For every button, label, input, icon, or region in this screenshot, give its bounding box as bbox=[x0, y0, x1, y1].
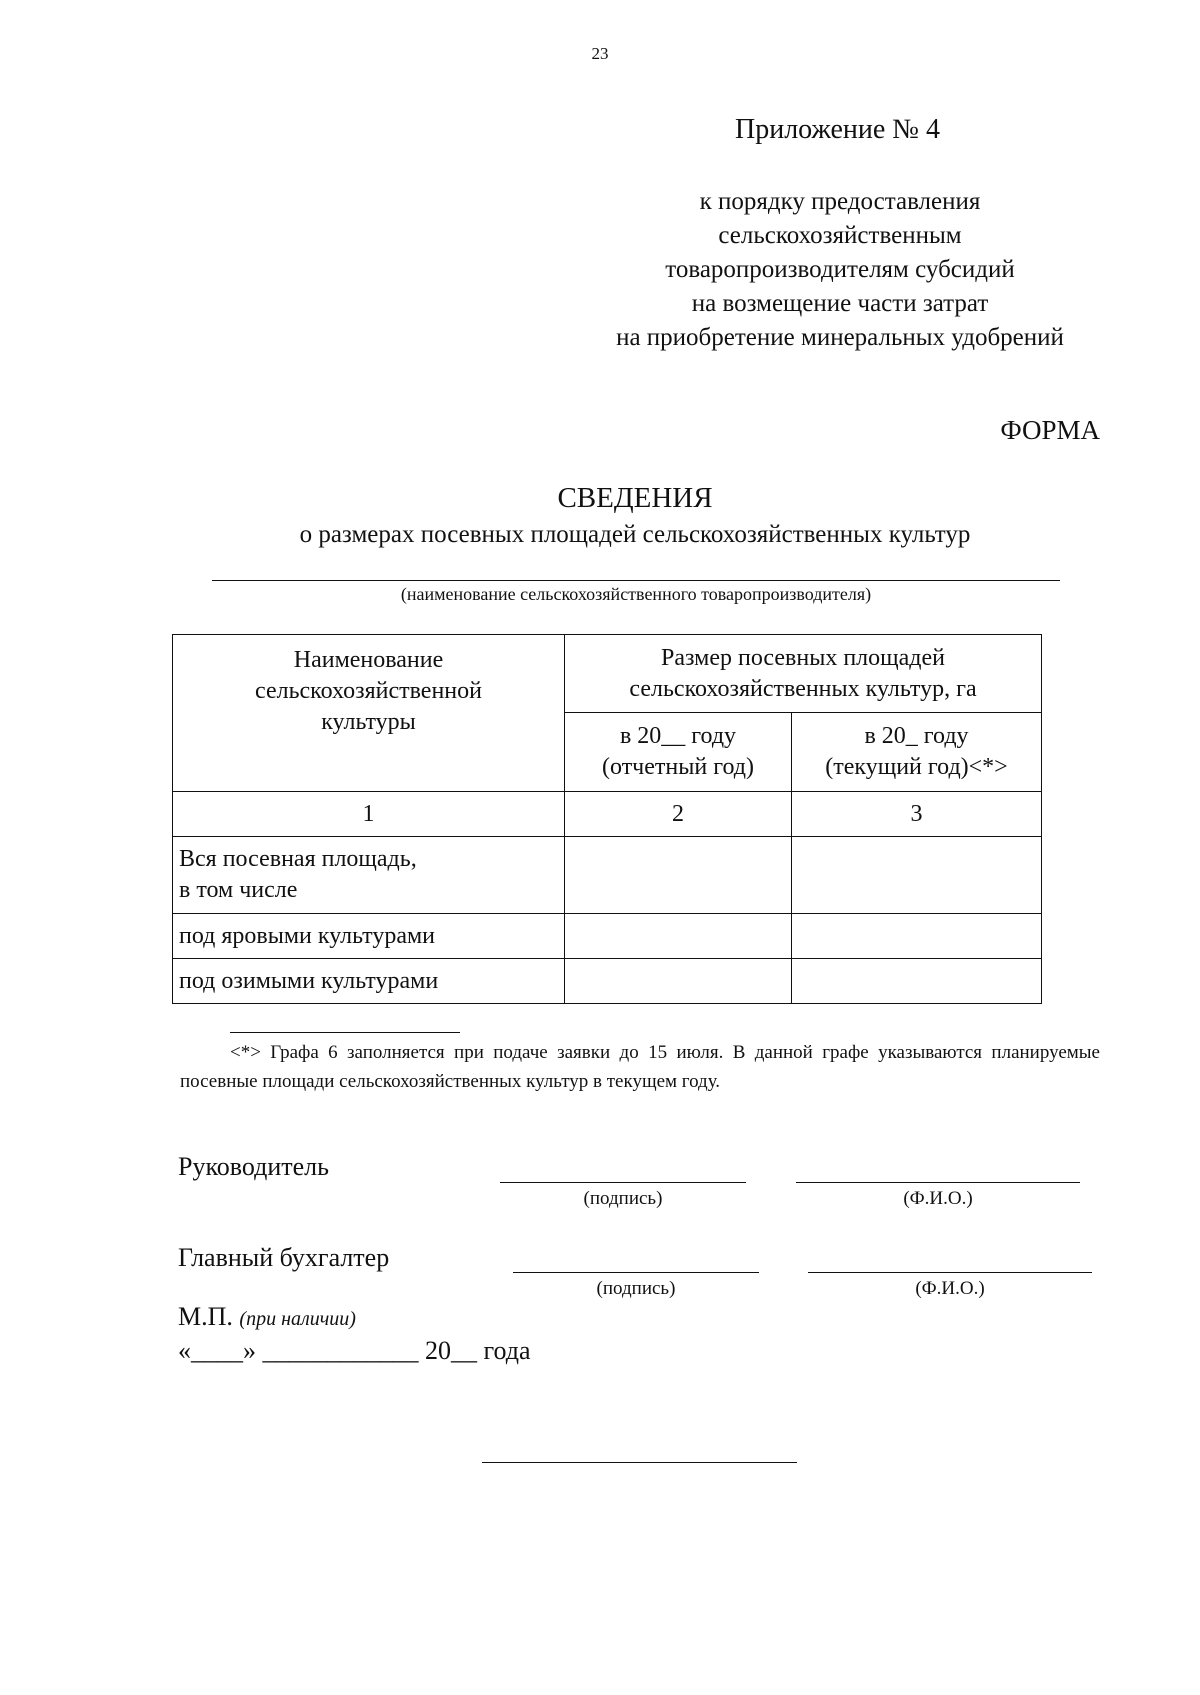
date-day-blank[interactable]: ____ bbox=[191, 1336, 243, 1365]
row-label-spring-crops bbox=[172, 913, 565, 959]
date-open-quote: « bbox=[178, 1336, 191, 1365]
accountant-signature-line[interactable] bbox=[513, 1272, 759, 1273]
header-current-line: в 20_ году bbox=[864, 723, 969, 749]
date-year-blank[interactable]: __ bbox=[451, 1336, 477, 1365]
header-current-year bbox=[791, 712, 1042, 792]
total-area-reporting-cell[interactable] bbox=[564, 836, 792, 914]
row-label-winter-crops bbox=[172, 958, 565, 1004]
date-row bbox=[178, 1336, 531, 1366]
winter-crops-current-cell[interactable] bbox=[791, 958, 1042, 1004]
row-label-total-area bbox=[172, 836, 565, 914]
row-label-line: под яровыми культурами bbox=[179, 923, 436, 949]
document-title: СВЕДЕНИЯ bbox=[557, 482, 713, 514]
date-suffix: года bbox=[483, 1336, 531, 1365]
head-signature-line[interactable] bbox=[500, 1182, 746, 1183]
spring-crops-current-cell[interactable] bbox=[791, 913, 1042, 959]
producer-name-line[interactable] bbox=[212, 580, 1060, 581]
header-crop-name bbox=[172, 634, 565, 792]
footnote-rule bbox=[230, 1032, 460, 1033]
header-crop-line: сельскохозяйственной bbox=[255, 678, 482, 704]
head-label: Руководитель bbox=[178, 1152, 329, 1181]
accountant-label: Главный бухгалтер bbox=[178, 1243, 390, 1272]
appendix-line: сельскохозяйственным bbox=[718, 222, 962, 249]
row-label-line: под озимыми культурами bbox=[179, 968, 439, 994]
winter-crops-reporting-cell[interactable] bbox=[564, 958, 792, 1004]
header-reporting-year bbox=[564, 712, 792, 792]
accountant-name-caption: (Ф.И.О.) bbox=[915, 1278, 985, 1299]
date-year-prefix: 20 bbox=[425, 1336, 451, 1365]
stamp-note: (при наличии) bbox=[239, 1308, 356, 1330]
row-label-line: Вся посевная площадь, bbox=[179, 846, 417, 872]
spring-crops-reporting-cell[interactable] bbox=[564, 913, 792, 959]
header-crop-line: Наименование bbox=[293, 647, 444, 673]
accountant-signature-caption: (подпись) bbox=[596, 1278, 676, 1299]
stamp-row bbox=[178, 1302, 356, 1332]
header-area-line: сельскохозяйственных культур, га bbox=[629, 676, 977, 702]
appendix-line: на возмещение части затрат bbox=[691, 290, 989, 317]
date-close-quote: » bbox=[243, 1336, 256, 1365]
header-area-size bbox=[564, 634, 1042, 713]
appendix-line: на приобретение минеральных удобрений bbox=[616, 324, 1064, 351]
bottom-rule bbox=[482, 1462, 797, 1463]
column-number-2: 2 bbox=[564, 791, 792, 837]
header-current-line: (текущий год)<*> bbox=[825, 754, 1008, 780]
appendix-line: товаропроизводителям субсидий bbox=[665, 256, 1015, 283]
accountant-name-line[interactable] bbox=[808, 1272, 1092, 1273]
header-reporting-line: в 20__ году bbox=[619, 723, 737, 749]
total-area-current-cell[interactable] bbox=[791, 836, 1042, 914]
producer-caption: (наименование сельскохозяйственного товаропроизводителя) bbox=[400, 584, 872, 604]
header-reporting-line: (отчетный год) bbox=[602, 754, 754, 780]
appendix-title: Приложение № 4 bbox=[735, 114, 940, 145]
head-name-line[interactable] bbox=[796, 1182, 1080, 1183]
column-number-1: 1 bbox=[172, 791, 565, 837]
header-crop-line: культуры bbox=[321, 709, 416, 735]
footnote-text: <*> Графа 6 заполняется при подаче заявки до 15 июля. В данной графе указываются планируемые посевные площади сельскохозяйственных культур в текущем году. bbox=[180, 1042, 1100, 1092]
form-label: ФОРМА bbox=[1000, 415, 1100, 445]
head-name-caption: (Ф.И.О.) bbox=[903, 1188, 973, 1209]
document-subtitle: о размерах посевных площадей сельскохозяйственных культур bbox=[299, 521, 971, 548]
appendix-line: к порядку предоставления bbox=[699, 188, 981, 215]
date-month-blank[interactable]: ____________ bbox=[262, 1336, 419, 1365]
row-label-line: в том числе bbox=[179, 877, 298, 903]
stamp-label: М.П. bbox=[178, 1302, 233, 1331]
column-number-3: 3 bbox=[791, 791, 1042, 837]
page-number: 23 bbox=[591, 44, 609, 63]
head-signature-caption: (подпись) bbox=[583, 1188, 663, 1209]
header-area-line: Размер посевных площадей bbox=[661, 645, 945, 671]
